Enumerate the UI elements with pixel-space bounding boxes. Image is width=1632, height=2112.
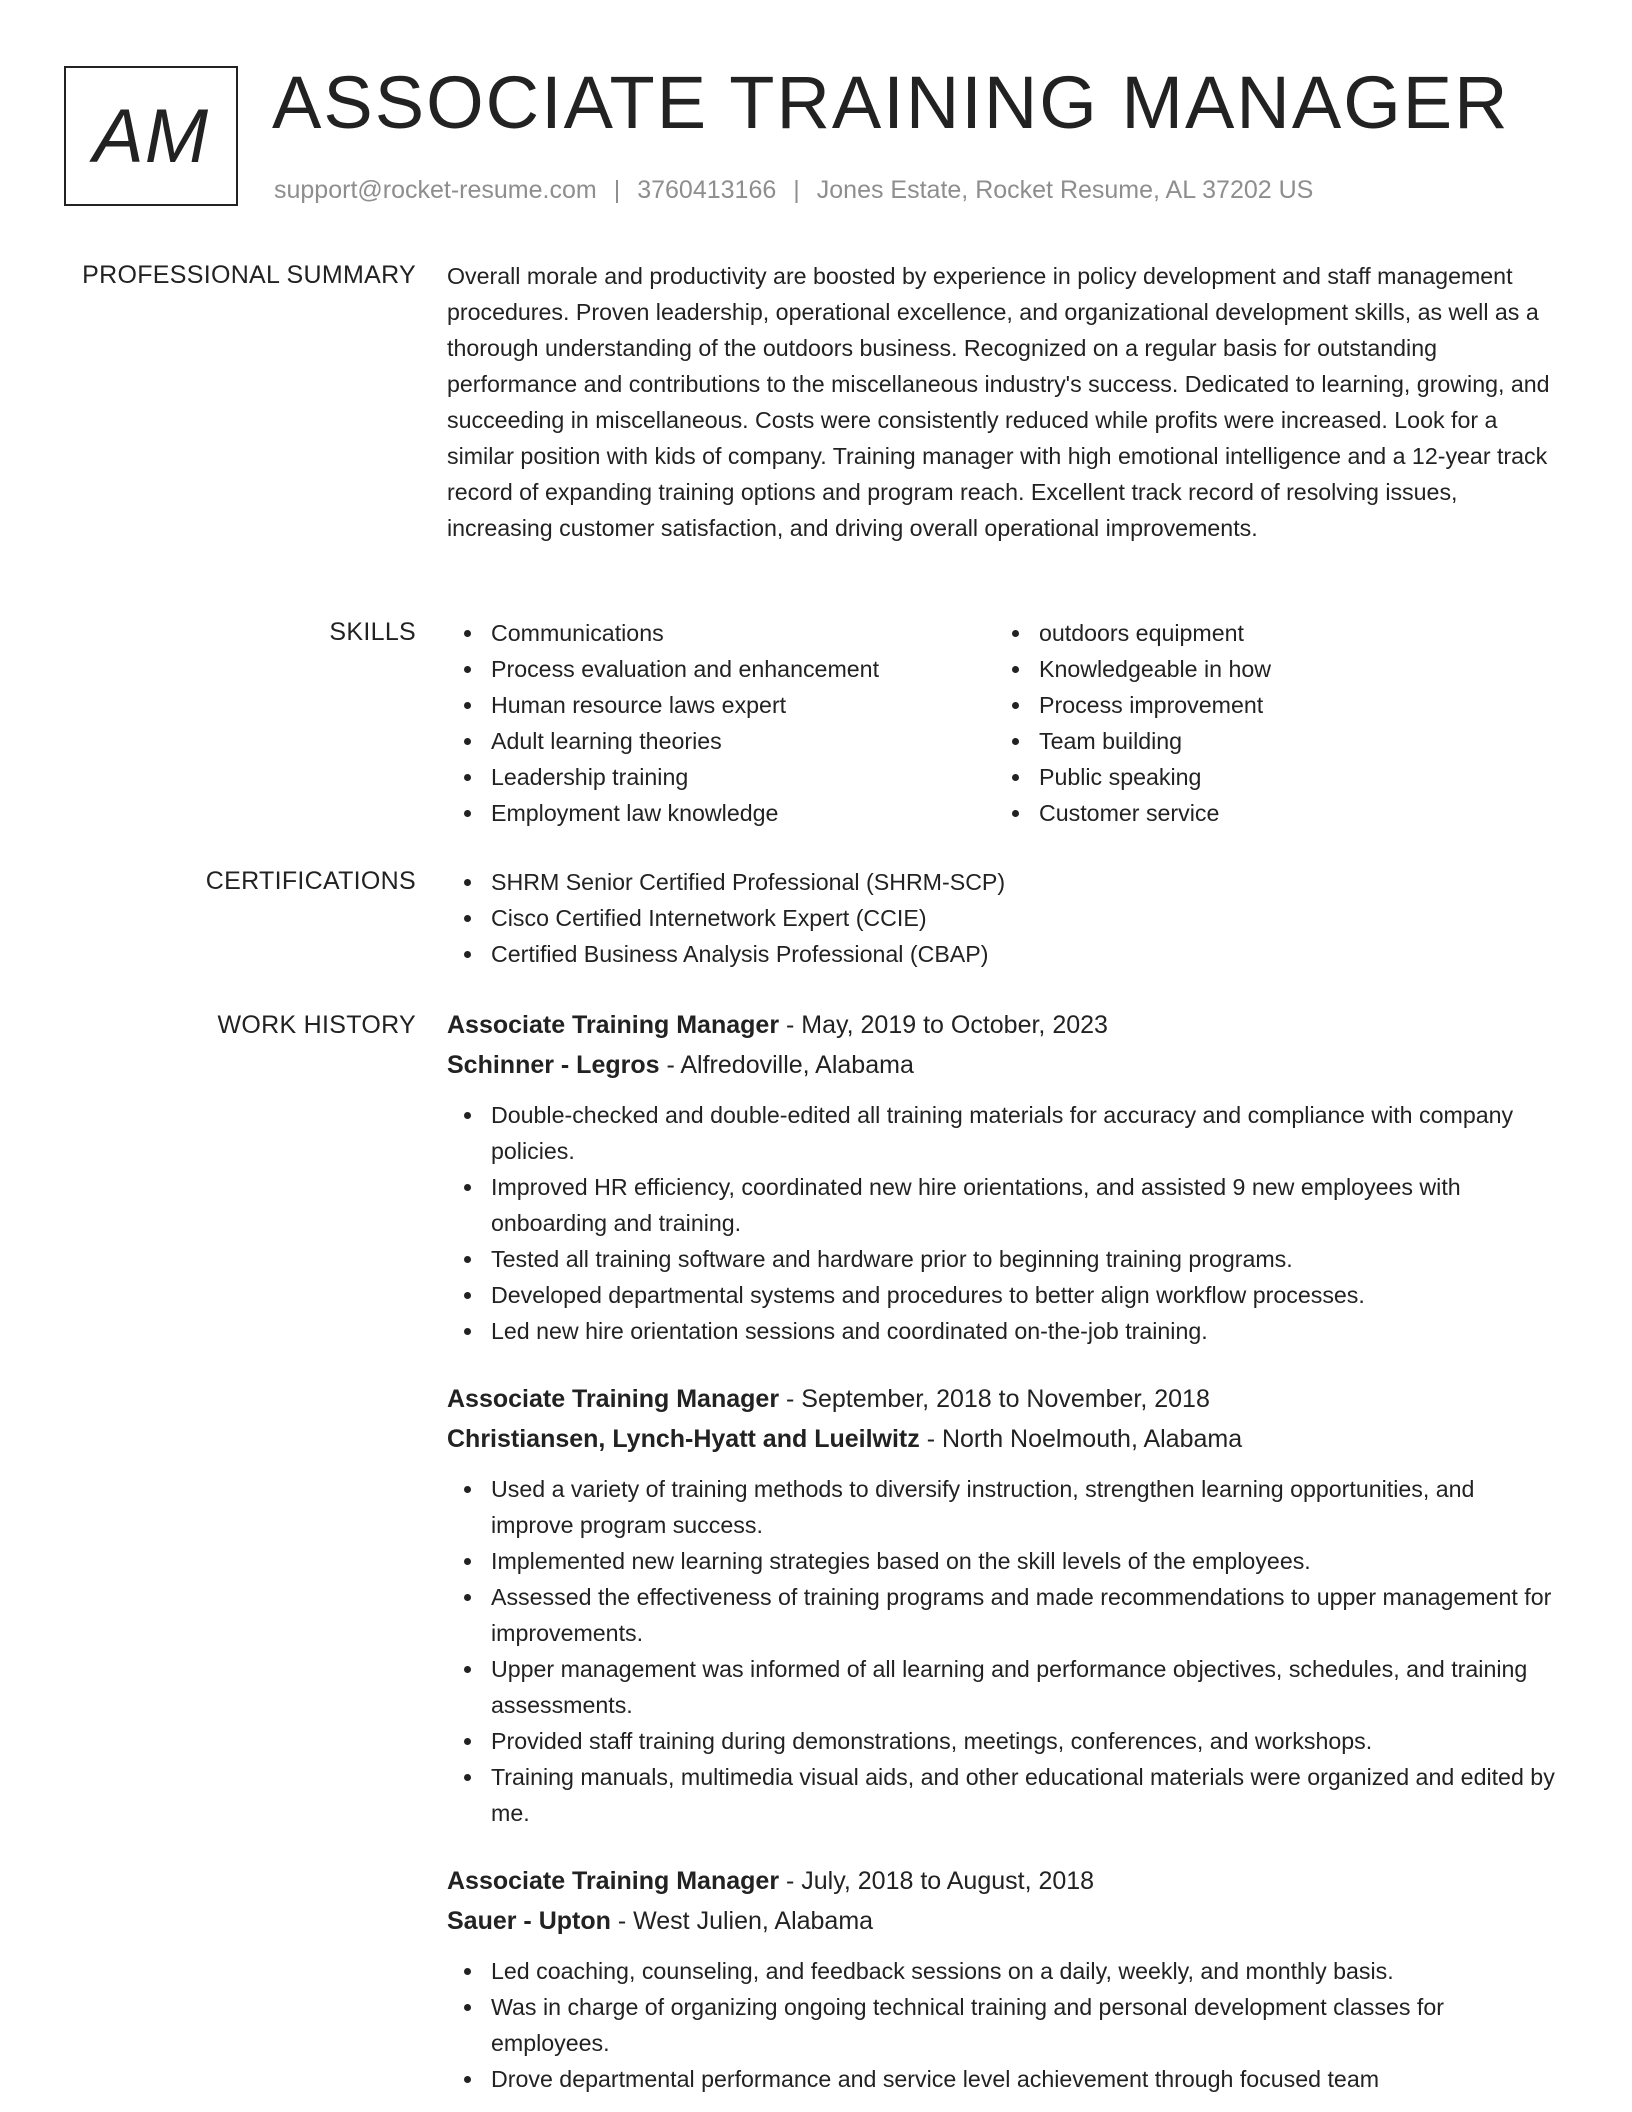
work-history-heading: WORK HISTORY <box>217 1011 416 1039</box>
job-bullets <box>447 1097 1563 1349</box>
contact-separator: | <box>793 176 800 204</box>
certifications-body <box>447 864 1563 972</box>
job-company-line <box>447 1419 1563 1459</box>
job-bullet: Led coaching, counseling, and feedback sessions on a daily, weekly, and monthly basis. <box>447 1953 1563 1989</box>
skill-item: Team building <box>995 723 1543 759</box>
job-dates: - July, 2018 to August, 2018 <box>779 1867 1095 1895</box>
skills-body <box>447 615 1563 831</box>
job-title-line <box>447 1861 1563 1901</box>
job-entry <box>447 1005 1563 1349</box>
contact-separator: | <box>613 176 621 204</box>
certification-item: Cisco Certified Internetwork Expert (CCIE) <box>447 900 1563 936</box>
skills-grid <box>447 615 1563 831</box>
summary-heading: PROFESSIONAL SUMMARY <box>82 261 416 289</box>
job-bullet: Drove departmental performance and service level achievement through focused team <box>447 2061 1563 2097</box>
job-company-line <box>447 1901 1563 1941</box>
job-bullet: Assessed the effectiveness of training programs and made recommendations to upper management for improvements. <box>447 1579 1563 1651</box>
job-title-line <box>447 1379 1563 1419</box>
job-bullet: Implemented new learning strategies based on the skill levels of the employees. <box>447 1543 1563 1579</box>
summary-text: Overall morale and productivity are boosted by experience in policy development and staff management procedures. Proven leadership, operational excellence, and organizational development skills, as well as a thorough understanding of the outdoors business. Recognized on a regular basis for outstanding performance and contributions to the miscellaneous industry's success. Dedicated to learning, growing, and succeeding in miscellaneous. Costs were consistently reduced while profits were increased. Look for a similar position with kids of company. Training manager with high emotional intelligence and a 12-year track record of expanding training options and program reach. Excellent track record of resolving issues, increasing customer satisfaction, and driving overall operational improvements. <box>447 263 1550 541</box>
resume-title: ASSOCIATE TRAINING MANAGER <box>272 61 1510 144</box>
summary-body <box>447 258 1563 546</box>
monogram-badge <box>64 66 238 206</box>
skill-item: Process improvement <box>995 687 1543 723</box>
job-bullet: Led new hire orientation sessions and coordinated on-the-job training. <box>447 1313 1563 1349</box>
job-bullet: Used a variety of training methods to diversify instruction, strengthen learning opportunities, and improve program success. <box>447 1471 1563 1543</box>
job-location: - Alfredoville, Alabama <box>659 1051 914 1079</box>
job-bullet: Was in charge of organizing ongoing technical training and personal development classes for employees. <box>447 1989 1563 2061</box>
skill-item: Customer service <box>995 795 1543 831</box>
job-bullet: Developed departmental systems and procedures to better align workflow processes. <box>447 1277 1563 1313</box>
skill-item: Communications <box>447 615 995 651</box>
job-bullet: Improved HR efficiency, coordinated new hire orientations, and assisted 9 new employees with onboarding and training. <box>447 1169 1563 1241</box>
skill-item: Human resource laws expert <box>447 687 995 723</box>
job-bullet: Provided staff training during demonstrations, meetings, conferences, and workshops. <box>447 1723 1563 1759</box>
certification-item: Certified Business Analysis Professional (CBAP) <box>447 936 1563 972</box>
contact-address: Jones Estate, Rocket Resume, AL 37202 US <box>816 176 1314 204</box>
job-company: Schinner - Legros <box>447 1051 660 1079</box>
skills-list-left <box>447 615 995 831</box>
job-title-line <box>447 1005 1563 1045</box>
job-location: - North Noelmouth, Alabama <box>919 1425 1243 1453</box>
job-location: - West Julien, Alabama <box>610 1907 874 1935</box>
job-bullet: Tested all training software and hardware prior to beginning training programs. <box>447 1241 1563 1277</box>
job-entry <box>447 1379 1563 1831</box>
skill-item: Public speaking <box>995 759 1543 795</box>
skill-item: outdoors equipment <box>995 615 1543 651</box>
job-title: Associate Training Manager <box>447 1011 780 1039</box>
job-dates: - September, 2018 to November, 2018 <box>779 1385 1210 1413</box>
work-history-body <box>447 1005 1563 2097</box>
skills-list-right <box>995 615 1543 831</box>
certification-item: SHRM Senior Certified Professional (SHRM-SCP) <box>447 864 1563 900</box>
job-title: Associate Training Manager <box>447 1867 780 1895</box>
job-dates: - May, 2019 to October, 2023 <box>779 1011 1108 1039</box>
job-bullet: Training manuals, multimedia visual aids, and other educational materials were organized and edited by me. <box>447 1759 1563 1831</box>
job-bullets <box>447 1953 1563 2097</box>
certifications-heading: CERTIFICATIONS <box>205 867 416 895</box>
skill-item: Knowledgeable in how <box>995 651 1543 687</box>
skill-item: Adult learning theories <box>447 723 995 759</box>
monogram-initials: AM <box>93 93 209 179</box>
job-company: Sauer - Upton <box>447 1907 611 1935</box>
job-title: Associate Training Manager <box>447 1385 780 1413</box>
skill-item: Employment law knowledge <box>447 795 995 831</box>
job-bullet: Double-checked and double-edited all training materials for accuracy and compliance with company policies. <box>447 1097 1563 1169</box>
job-entry <box>447 1861 1563 2097</box>
contact-line <box>274 175 1313 205</box>
job-company-line <box>447 1045 1563 1085</box>
job-company: Christiansen, Lynch-Hyatt and Lueilwitz <box>447 1425 920 1453</box>
certifications-list <box>447 864 1563 972</box>
job-bullets <box>447 1471 1563 1831</box>
contact-phone[interactable]: 3760413166 <box>637 176 777 204</box>
job-bullet: Upper management was informed of all learning and performance objectives, schedules, and training assessments. <box>447 1651 1563 1723</box>
contact-email[interactable]: support@rocket-resume.com <box>274 176 597 204</box>
skill-item: Leadership training <box>447 759 995 795</box>
skills-heading: SKILLS <box>329 618 416 646</box>
skill-item: Process evaluation and enhancement <box>447 651 995 687</box>
